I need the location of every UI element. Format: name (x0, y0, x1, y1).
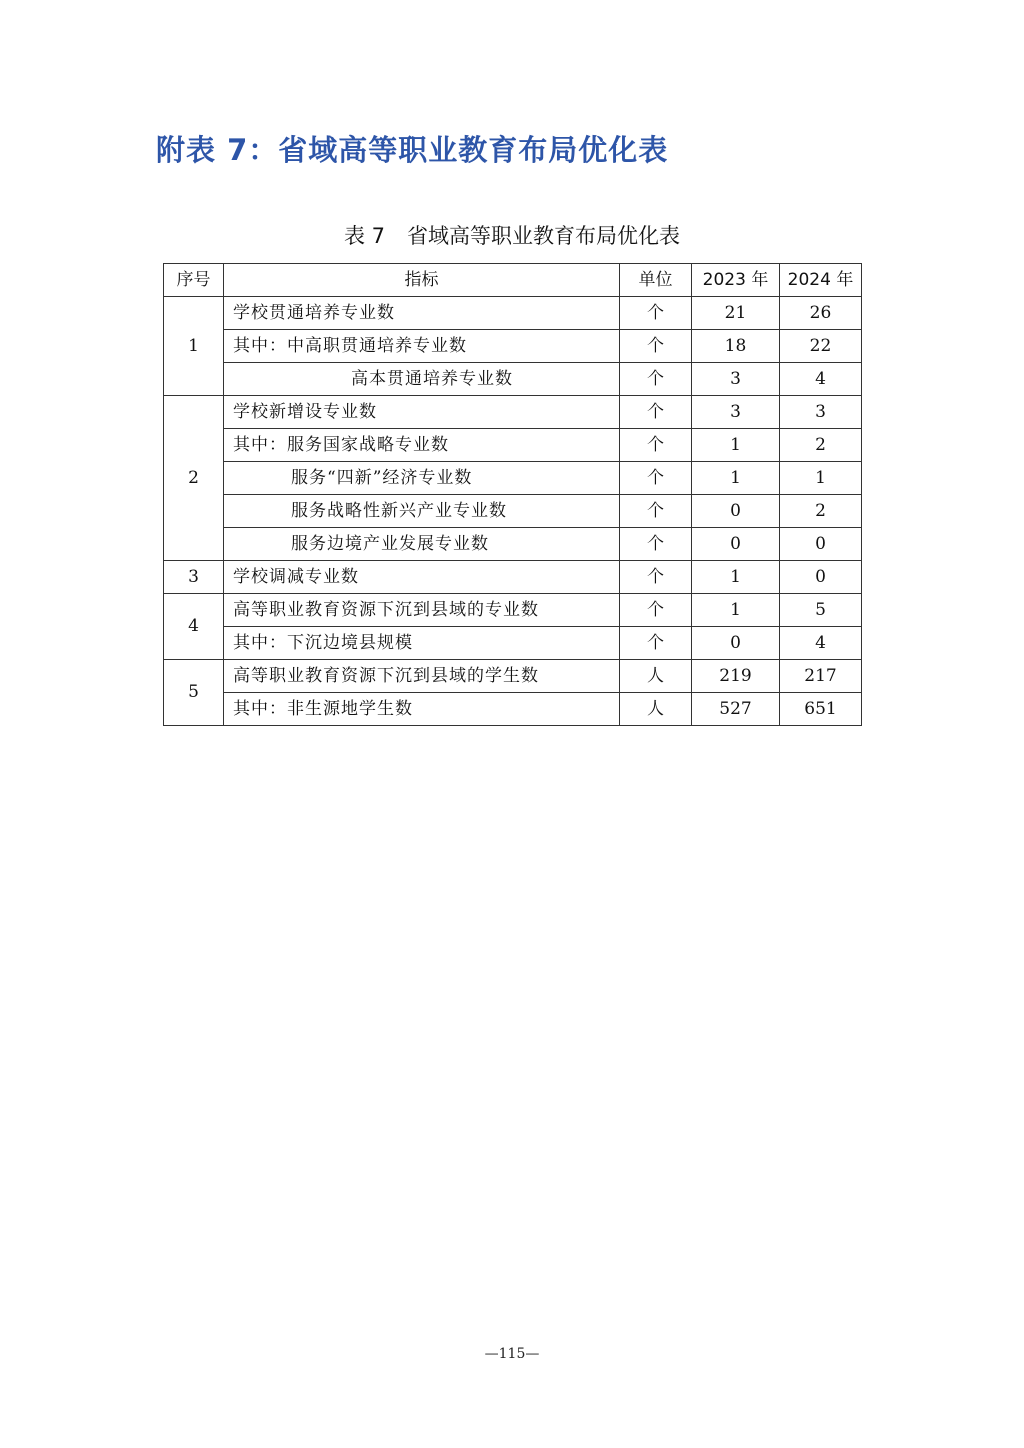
unit-cell: 个 (620, 330, 692, 363)
header-seq: 序号 (164, 264, 224, 297)
value-2023-cell: 0 (692, 495, 780, 528)
seq-cell: 5 (164, 660, 224, 726)
header-unit: 单位 (620, 264, 692, 297)
indicator-cell: 服务“四新”经济专业数 (224, 462, 620, 495)
value-2024-cell: 4 (780, 627, 862, 660)
page-title: 附表 7：省域高等职业教育布局优化表 (156, 133, 669, 167)
value-2024-cell: 5 (780, 594, 862, 627)
value-2023-cell: 1 (692, 594, 780, 627)
value-2024-cell: 651 (780, 693, 862, 726)
indicator-cell: 其中：下沉边境县规模 (224, 627, 620, 660)
unit-cell: 个 (620, 561, 692, 594)
value-2024-cell: 2 (780, 429, 862, 462)
value-2023-cell: 0 (692, 528, 780, 561)
table-row (164, 297, 862, 330)
value-2023-cell: 1 (692, 429, 780, 462)
indicator-cell: 其中：非生源地学生数 (224, 693, 620, 726)
seq-cell: 4 (164, 594, 224, 660)
value-2024-cell: 4 (780, 363, 862, 396)
header-indicator: 指标 (224, 264, 620, 297)
table-row (164, 594, 862, 627)
table-row (164, 693, 862, 726)
table-row (164, 429, 862, 462)
table-row (164, 561, 862, 594)
value-2023-cell: 0 (692, 627, 780, 660)
indicator-cell: 学校贯通培养专业数 (224, 297, 620, 330)
value-2024-cell: 217 (780, 660, 862, 693)
value-2024-cell: 1 (780, 462, 862, 495)
indicator-cell: 高等职业教育资源下沉到县域的学生数 (224, 660, 620, 693)
table-row (164, 528, 862, 561)
indicator-cell: 其中：中高职贯通培养专业数 (224, 330, 620, 363)
value-2024-cell: 0 (780, 528, 862, 561)
table-row (164, 330, 862, 363)
header-2023: 2023 年 (692, 264, 780, 297)
value-2024-cell: 3 (780, 396, 862, 429)
indicator-cell: 高本贯通培养专业数 (224, 363, 620, 396)
value-2023-cell: 3 (692, 363, 780, 396)
indicator-cell: 学校新增设专业数 (224, 396, 620, 429)
value-2023-cell: 527 (692, 693, 780, 726)
value-2023-cell: 1 (692, 561, 780, 594)
seq-cell: 1 (164, 297, 224, 396)
layout-optimization-table (163, 263, 862, 726)
seq-cell: 3 (164, 561, 224, 594)
header-2024: 2024 年 (780, 264, 862, 297)
table-row (164, 363, 862, 396)
table-row (164, 396, 862, 429)
value-2023-cell: 1 (692, 462, 780, 495)
table-header-row (164, 264, 862, 297)
unit-cell: 个 (620, 429, 692, 462)
unit-cell: 个 (620, 627, 692, 660)
table-caption-title: 省域高等职业教育布局优化表 (407, 224, 681, 248)
table-row (164, 660, 862, 693)
unit-cell: 个 (620, 396, 692, 429)
seq-cell: 2 (164, 396, 224, 561)
indicator-cell: 其中：服务国家战略专业数 (224, 429, 620, 462)
unit-cell: 人 (620, 693, 692, 726)
unit-cell: 个 (620, 495, 692, 528)
unit-cell: 人 (620, 660, 692, 693)
unit-cell: 个 (620, 297, 692, 330)
value-2023-cell: 219 (692, 660, 780, 693)
indicator-cell: 高等职业教育资源下沉到县域的专业数 (224, 594, 620, 627)
indicator-cell: 学校调减专业数 (224, 561, 620, 594)
value-2024-cell: 26 (780, 297, 862, 330)
table-caption (0, 220, 1024, 250)
table-caption-number: 表 7 (343, 224, 386, 248)
indicator-cell: 服务战略性新兴产业专业数 (224, 495, 620, 528)
value-2023-cell: 3 (692, 396, 780, 429)
value-2023-cell: 18 (692, 330, 780, 363)
page-number: —115— (484, 1346, 540, 1362)
value-2024-cell: 22 (780, 330, 862, 363)
value-2024-cell: 2 (780, 495, 862, 528)
unit-cell: 个 (620, 462, 692, 495)
indicator-cell: 服务边境产业发展专业数 (224, 528, 620, 561)
unit-cell: 个 (620, 363, 692, 396)
value-2024-cell: 0 (780, 561, 862, 594)
unit-cell: 个 (620, 594, 692, 627)
value-2023-cell: 21 (692, 297, 780, 330)
table-row (164, 462, 862, 495)
table-row (164, 495, 862, 528)
table-row (164, 627, 862, 660)
unit-cell: 个 (620, 528, 692, 561)
